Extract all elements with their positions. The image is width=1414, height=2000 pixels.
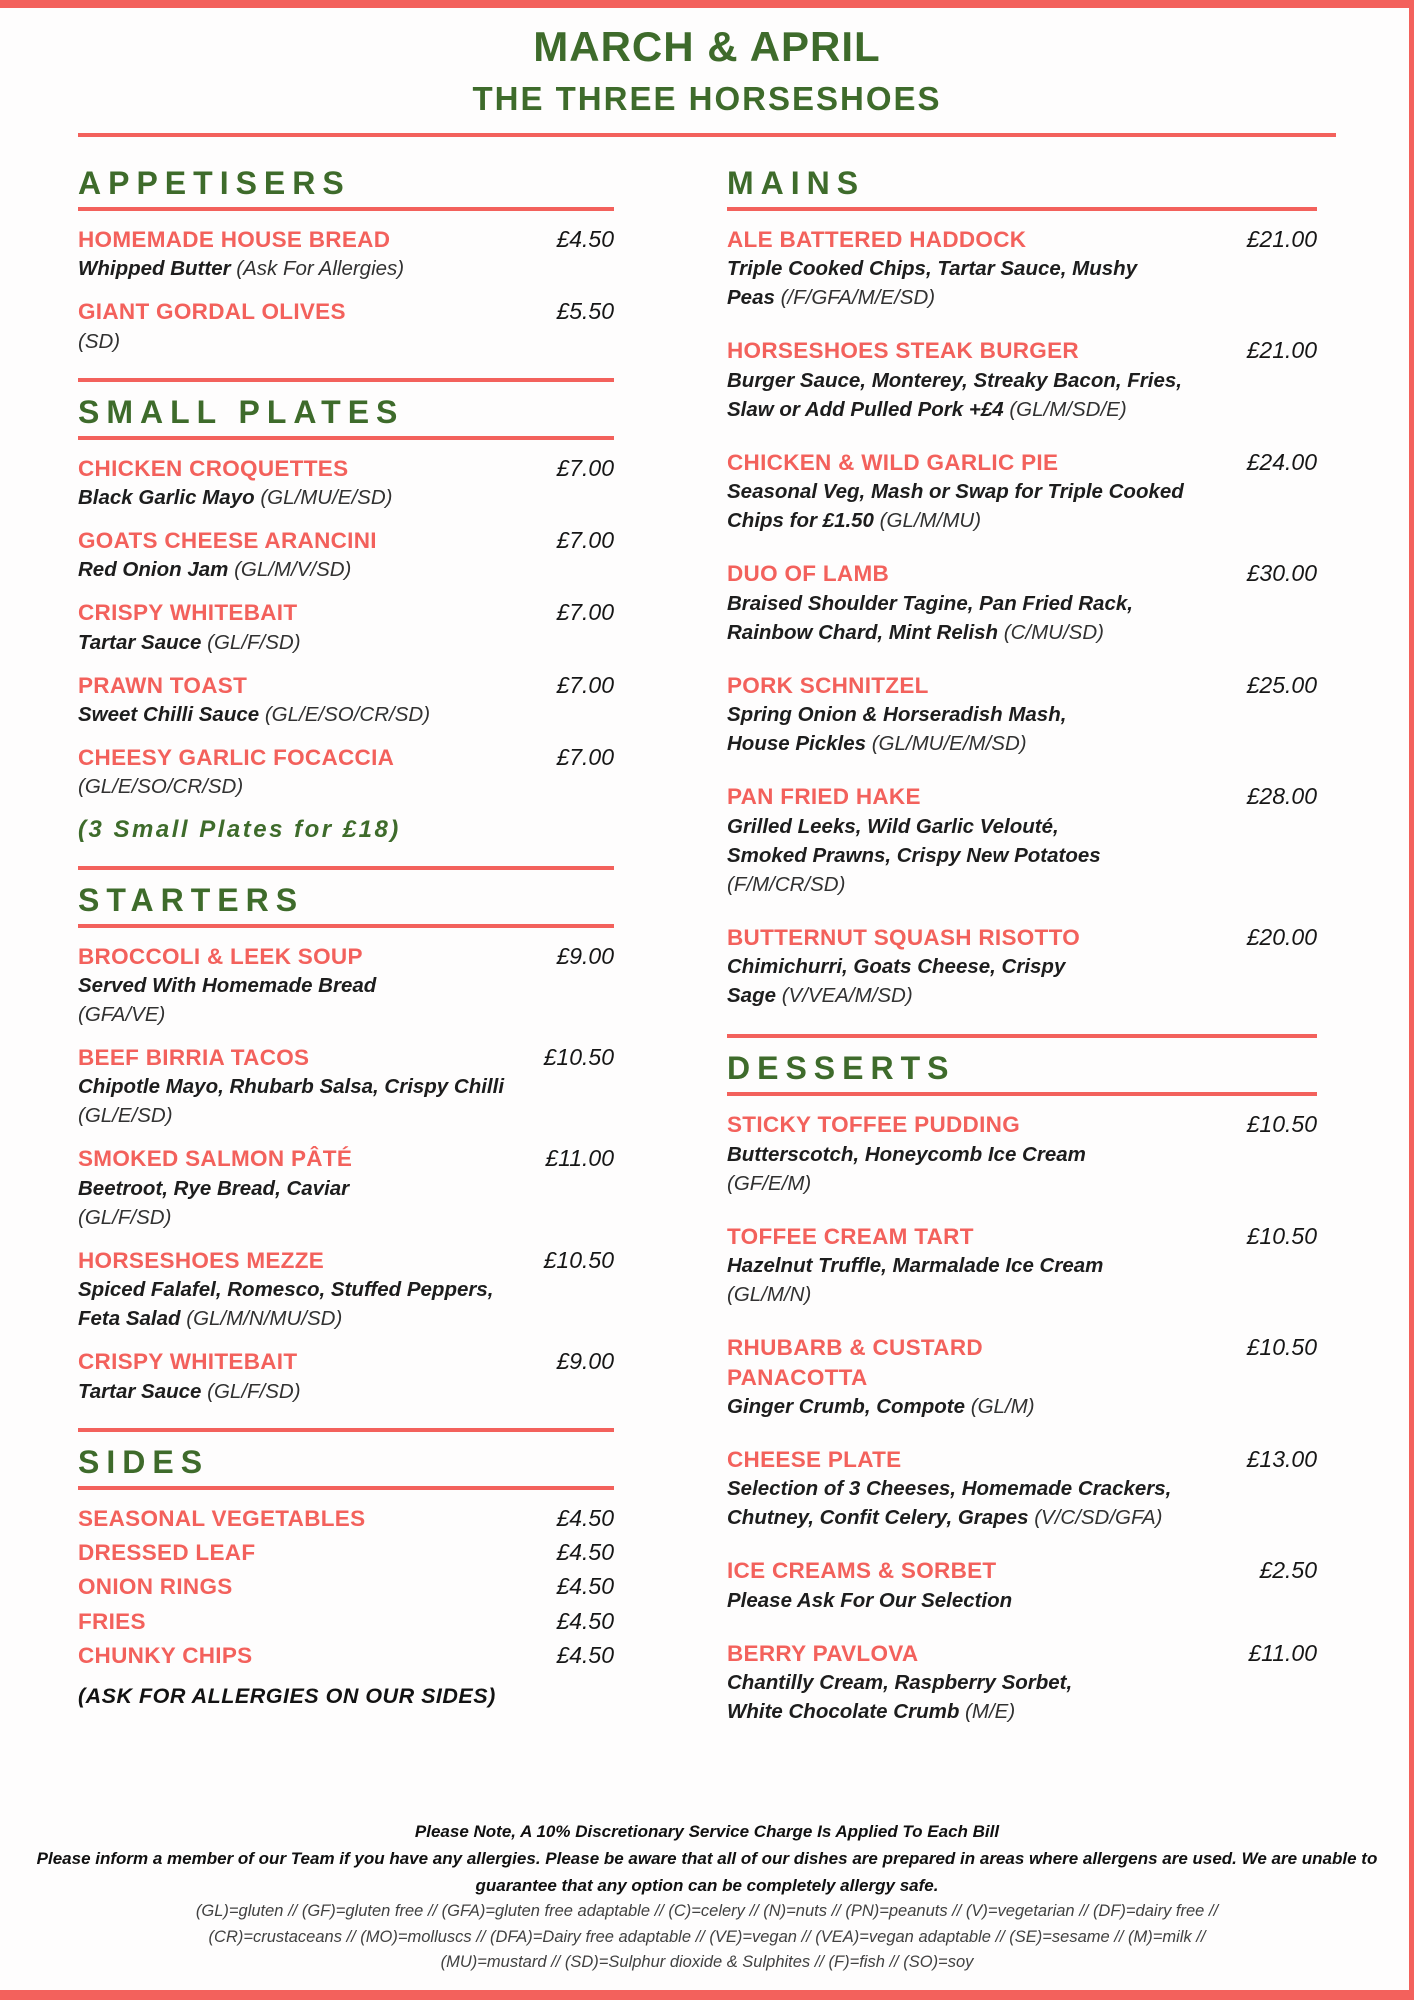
menu-item	[78, 454, 614, 512]
menu-item	[78, 1572, 614, 1601]
item-description-line	[727, 506, 1317, 535]
allergy-disclaimer: Please inform a member of our Team if you have any allergies. Please be aware that all of our dishes are prepared in areas where allergens are used. We are unable to guarantee that any option can be completely allergy safe.	[36, 1848, 1378, 1896]
item-description: Chimichurri, Goats Cheese, Crispy	[727, 955, 1066, 979]
item-description-line	[727, 1251, 1317, 1280]
item-price: £28.00	[1246, 783, 1317, 810]
bottom-accent-bar	[0, 1990, 1414, 2000]
menu-item-header	[78, 1246, 614, 1275]
item-description-line	[727, 981, 1317, 1010]
item-description: Sweet Chilli Sauce	[78, 703, 260, 727]
item-price: £5.50	[556, 298, 614, 325]
menu-item	[78, 942, 614, 1029]
section-divider	[78, 924, 614, 928]
allergen-codes: (V/VEA/M/SD)	[781, 984, 913, 1008]
right-accent-stripe	[1409, 0, 1414, 2000]
allergen-codes: (SD)	[78, 329, 121, 353]
menu-footer	[0, 1818, 1414, 1976]
menu-item	[78, 1144, 614, 1231]
menu-item-header	[727, 1222, 1317, 1251]
item-name: GIANT GORDAL OLIVES	[78, 299, 346, 325]
item-name: DUO OF LAMB	[727, 561, 890, 587]
item-description: Triple Cooked Chips, Tartar Sauce, Mushy	[727, 257, 1138, 281]
item-description-line	[78, 327, 614, 356]
item-price: £10.50	[1246, 1111, 1317, 1138]
item-name: ALE BATTERED HADDOCK	[727, 227, 1027, 252]
allergen-codes: (GL/E/SD)	[78, 1104, 173, 1128]
section-divider	[727, 1092, 1317, 1096]
menu-item	[727, 1333, 1317, 1421]
item-name: BEEF BIRRIA TACOS	[78, 1044, 310, 1070]
menu-item-header	[727, 1445, 1317, 1474]
item-name: ONION RINGS	[78, 1574, 233, 1600]
item-description-line	[78, 254, 614, 283]
section-divider	[78, 1486, 614, 1490]
allergen-codes: (GFA/VE)	[78, 1002, 166, 1026]
section-heading: MAINS	[727, 165, 866, 201]
item-price: £4.50	[556, 1573, 614, 1600]
menu-item-header	[727, 1556, 1317, 1585]
menu-section-small-plates	[78, 378, 614, 844]
item-description-line	[78, 1174, 614, 1203]
section-heading: DESSERTS	[727, 1050, 956, 1087]
item-description-line	[78, 1101, 614, 1130]
item-description: Spiced Falafel, Romesco, Stuffed Peppers,	[78, 1278, 494, 1302]
menu-item-header	[78, 454, 614, 483]
item-name: PORK SCHNITZEL	[727, 672, 929, 698]
item-name: SEASONAL VEGETABLES	[78, 1505, 366, 1531]
menu-item	[727, 923, 1317, 1010]
menu-item-header	[78, 1347, 614, 1376]
menu-item	[78, 225, 614, 283]
item-name: HOMEMADE HOUSE BREAD	[78, 227, 391, 252]
item-price: £4.50	[556, 1504, 614, 1531]
menu-item	[727, 1222, 1317, 1309]
allergen-codes: (GL/MU/E/SD)	[260, 485, 393, 509]
item-name: ICE CREAMS & SORBET	[727, 1558, 997, 1584]
menu-item	[727, 1445, 1317, 1532]
item-price: £4.50	[556, 1539, 614, 1565]
item-description: Chipotle Mayo, Rhubarb Salsa, Crispy Chilli	[78, 1075, 505, 1099]
section-divider	[727, 207, 1317, 211]
allergen-codes: (GL/M)	[970, 1394, 1035, 1418]
item-name: DRESSED LEAF	[78, 1540, 256, 1565]
menu-item-header	[78, 1144, 614, 1173]
item-description-line	[727, 1697, 1317, 1726]
item-price: £21.00	[1246, 337, 1317, 364]
item-description: Served With Homemade Bread	[78, 973, 377, 997]
item-description-line	[727, 870, 1317, 899]
item-price: £4.50	[556, 1607, 614, 1634]
item-price: £2.50	[1259, 1557, 1317, 1584]
menu-item	[727, 225, 1317, 312]
menu-item	[78, 1538, 614, 1567]
item-price: £7.00	[556, 599, 614, 626]
allergen-codes: (GL/M/N)	[727, 1283, 812, 1307]
item-name: BROCCOLI & LEEK SOUP	[78, 943, 363, 969]
allergen-codes: (GL/M/V/SD)	[234, 558, 352, 582]
item-price: £10.50	[543, 1043, 614, 1070]
section-note: (ASK FOR ALLERGIES ON OUR SIDES)	[78, 1684, 496, 1708]
item-name: RHUBARB & CUSTARD PANACOTTA	[727, 1335, 983, 1390]
item-description: Beetroot, Rye Bread, Caviar	[78, 1176, 350, 1200]
menu-item-header	[727, 336, 1317, 365]
item-description: Sage	[727, 984, 776, 1008]
menu-item-header	[78, 297, 614, 326]
section-heading: SIDES	[78, 1443, 210, 1480]
item-price: £10.50	[543, 1246, 614, 1273]
item-name: TOFFEE CREAM TART	[727, 1223, 974, 1249]
item-description: Black Garlic Mayo	[78, 485, 255, 509]
menu-item	[78, 1043, 614, 1130]
menu-item	[78, 1607, 614, 1636]
allergen-codes: (/F/GFA/M/E/SD)	[780, 286, 936, 310]
item-description: Ginger Crumb, Compote	[727, 1394, 966, 1418]
menu-item	[78, 598, 614, 656]
menu-item	[727, 336, 1317, 423]
allergen-codes: (GL/MU/E/M/SD)	[871, 732, 1027, 756]
menu-item-header	[727, 1333, 1317, 1392]
item-description-line	[727, 589, 1317, 618]
menu-item-header	[78, 1572, 614, 1601]
item-price: £13.00	[1246, 1445, 1317, 1472]
allergen-codes: (F/M/CR/SD)	[727, 872, 846, 896]
menu-item	[78, 526, 614, 584]
item-description-line	[727, 254, 1317, 283]
item-description-line	[727, 1140, 1317, 1169]
menu-section-starters	[78, 866, 614, 1406]
menu-body	[0, 137, 1414, 1750]
menu-item	[78, 1504, 614, 1533]
item-description: Seasonal Veg, Mash or Swap for Triple Cooked	[727, 480, 1184, 504]
item-description: Chutney, Confit Celery, Grapes	[727, 1506, 1029, 1530]
item-description: Hazelnut Truffle, Marmalade Ice Cream	[727, 1254, 1104, 1278]
item-description-line	[727, 812, 1317, 841]
item-description: White Chocolate Crumb	[727, 1700, 960, 1724]
item-description-line	[727, 729, 1317, 758]
item-description-line	[78, 1203, 614, 1232]
item-price: £10.50	[1246, 1334, 1317, 1361]
item-description-line	[78, 1000, 614, 1029]
menu-item	[78, 1246, 614, 1333]
menu-item-header	[78, 1641, 614, 1670]
top-accent-bar	[0, 0, 1414, 8]
allergen-codes: (M/E)	[965, 1700, 1016, 1724]
section-divider	[78, 436, 614, 440]
item-description-line	[727, 366, 1317, 395]
item-description-line	[78, 628, 614, 657]
menu-item-header	[78, 1504, 614, 1533]
item-price: £4.50	[556, 1641, 614, 1668]
menu-item	[78, 671, 614, 729]
menu-item-header	[78, 1538, 614, 1567]
item-description: Spring Onion & Horseradish Mash,	[727, 703, 1067, 727]
allergen-codes: (GL/F/SD)	[207, 1379, 301, 1403]
item-description-line	[727, 395, 1317, 424]
item-description: Tartar Sauce	[78, 630, 202, 654]
menu-item-header	[78, 1607, 614, 1636]
menu-item	[78, 1347, 614, 1405]
item-description-line	[727, 952, 1317, 981]
section-heading: APPETISERS	[78, 165, 351, 201]
item-description-line	[727, 841, 1317, 870]
menu-item-header	[727, 1110, 1317, 1139]
item-name: STICKY TOFFEE PUDDING	[727, 1112, 1020, 1138]
item-name: CRISPY WHITEBAIT	[78, 1349, 298, 1375]
section-divider	[78, 207, 614, 211]
item-description: Butterscotch, Honeycomb Ice Cream	[727, 1142, 1086, 1166]
item-name: HORSESHOES STEAK BURGER	[727, 338, 1079, 364]
item-description-line	[727, 1474, 1317, 1503]
item-name: GOATS CHEESE ARANCINI	[78, 528, 377, 554]
item-description-line	[78, 483, 614, 512]
item-description: Slaw or Add Pulled Pork +£4	[727, 397, 1004, 421]
section-divider	[78, 378, 614, 382]
menu-item	[78, 1641, 614, 1670]
item-name: FRIES	[78, 1608, 146, 1634]
item-description-line	[78, 1072, 614, 1101]
item-name: PAN FRIED HAKE	[727, 784, 921, 810]
menu-item	[727, 448, 1317, 535]
item-description: Chips for £1.50	[727, 509, 874, 533]
item-description: Selection of 3 Cheeses, Homemade Crackers,	[727, 1477, 1172, 1501]
allergen-codes: (Ask For Allergies)	[236, 257, 405, 281]
allergen-codes: (GL/M/N/MU/SD)	[186, 1307, 343, 1331]
item-description: Please Ask For Our Selection	[727, 1588, 1013, 1612]
item-name: BUTTERNUT SQUASH RISOTTO	[727, 924, 1081, 950]
item-name: CHICKEN & WILD GARLIC PIE	[727, 449, 1059, 475]
item-description: Peas	[727, 286, 775, 310]
item-description-line	[727, 477, 1317, 506]
menu-section-sides	[78, 1428, 614, 1709]
item-description-line	[727, 1668, 1317, 1697]
right-column	[727, 167, 1317, 1750]
item-description-line	[78, 772, 614, 801]
section-divider	[78, 1428, 614, 1432]
allergen-key-line: (MU)=mustard // (SD)=Sulphur dioxide & Sulphites // (F)=fish // (SO)=soy	[440, 1953, 974, 1972]
item-description-line	[727, 1169, 1317, 1198]
item-price: £21.00	[1246, 226, 1317, 252]
menu-item	[78, 743, 614, 801]
item-description-line	[78, 971, 614, 1000]
menu-item	[727, 1110, 1317, 1197]
item-name: CHICKEN CROQUETTES	[78, 455, 349, 481]
item-description: Chantilly Cream, Raspberry Sorbet,	[727, 1671, 1073, 1695]
allergen-codes: (V/C/SD/GFA)	[1034, 1506, 1163, 1530]
left-column	[78, 167, 614, 1750]
item-description: Red Onion Jam	[78, 558, 229, 582]
item-price: £7.00	[556, 671, 614, 698]
item-description-line	[78, 700, 614, 729]
item-name: PRAWN TOAST	[78, 672, 248, 698]
menu-section-appetisers	[78, 167, 614, 356]
menu-item-header	[727, 448, 1317, 477]
menu-item	[727, 1556, 1317, 1614]
item-price: £7.00	[556, 454, 614, 481]
section-heading: STARTERS	[78, 881, 305, 918]
item-description: House Pickles	[727, 732, 867, 756]
item-price: £7.00	[556, 527, 614, 554]
allergen-key-line: (CR)=crustaceans // (MO)=molluscs // (DFA)=Dairy free adaptable // (VE)=vegan // (VEA)=vegan adaptable // (SE)=sesame // (M)=milk //	[208, 1927, 1206, 1946]
item-name: CHEESY GARLIC FOCACCIA	[78, 745, 395, 771]
allergen-codes: (GL/E/SO/CR/SD)	[264, 703, 431, 727]
item-description-line	[727, 618, 1317, 647]
menu-item-header	[78, 526, 614, 555]
item-price: £10.50	[1246, 1222, 1317, 1249]
menu-item	[727, 671, 1317, 758]
menu-item-header	[727, 923, 1317, 952]
allergen-codes: (GL/M/SD/E)	[1009, 397, 1127, 421]
item-description-line	[78, 1304, 614, 1333]
menu-item-header	[727, 782, 1317, 811]
menu-header	[0, 0, 1414, 137]
item-price: £25.00	[1246, 671, 1317, 698]
item-description: Burger Sauce, Monterey, Streaky Bacon, Fries,	[727, 368, 1182, 392]
item-price: £9.00	[556, 942, 614, 969]
item-description-line	[727, 700, 1317, 729]
item-name: CRISPY WHITEBAIT	[78, 600, 298, 626]
menu-item	[727, 1639, 1317, 1726]
allergen-codes: (GL/M/MU)	[879, 509, 982, 533]
section-divider	[78, 866, 614, 870]
menu-item-header	[78, 743, 614, 772]
menu-item	[727, 782, 1317, 899]
item-name: SMOKED SALMON PÂTÉ	[78, 1146, 353, 1172]
menu-item	[727, 559, 1317, 646]
page-subtitle: THE THREE HORSESHOES	[472, 80, 942, 117]
page-title: MARCH & APRIL	[533, 23, 881, 70]
item-name: CHEESE PLATE	[727, 1446, 902, 1472]
item-price: £11.00	[1248, 1639, 1317, 1666]
item-description-line	[78, 1275, 614, 1304]
item-description: Feta Salad	[78, 1307, 181, 1331]
item-description: Grilled Leeks, Wild Garlic Velouté,	[727, 814, 1059, 838]
menu-item-header	[727, 225, 1317, 254]
item-name: HORSESHOES MEZZE	[78, 1247, 325, 1273]
section-divider	[727, 1034, 1317, 1038]
item-description: Whipped Butter	[78, 257, 231, 281]
item-price: £4.50	[556, 226, 614, 252]
item-name: BERRY PAVLOVA	[727, 1640, 919, 1666]
allergen-key-line: (GL)=gluten // (GF)=gluten free // (GFA)=gluten free adaptable // (C)=celery // (N)=nuts // (PN)=peanuts // (V)=vegetarian // (DF)=dairy free //	[195, 1902, 1219, 1921]
item-description-line	[78, 555, 614, 584]
item-description: Rainbow Chard, Mint Relish	[727, 620, 999, 644]
allergen-codes: (GL/F/SD)	[78, 1205, 172, 1229]
item-price: £7.00	[556, 744, 614, 771]
menu-item-header	[727, 559, 1317, 588]
menu-section-desserts	[727, 1034, 1317, 1726]
item-price: £20.00	[1246, 923, 1317, 950]
allergen-codes: (GL/F/SD)	[207, 630, 301, 654]
item-description: Smoked Prawns, Crispy New Potatoes	[727, 843, 1101, 867]
allergen-codes: (GL/E/SO/CR/SD)	[78, 775, 244, 799]
section-note: (3 Small Plates for £18)	[78, 815, 401, 843]
item-price: £24.00	[1246, 448, 1317, 475]
item-description-line	[727, 283, 1317, 312]
item-price: £11.00	[545, 1145, 614, 1172]
item-description: Tartar Sauce	[78, 1379, 202, 1403]
item-price: £30.00	[1246, 560, 1317, 587]
allergen-codes: (GF/E/M)	[727, 1171, 812, 1195]
menu-item-header	[78, 598, 614, 627]
menu-item-header	[78, 1043, 614, 1072]
item-description-line	[727, 1280, 1317, 1309]
menu-item-header	[78, 225, 614, 254]
menu-item	[78, 297, 614, 355]
allergen-codes: (C/MU/SD)	[1003, 620, 1104, 644]
item-price: £9.00	[556, 1348, 614, 1375]
menu-section-mains	[727, 167, 1317, 1010]
item-description-line	[727, 1503, 1317, 1532]
section-heading: SMALL PLATES	[78, 393, 405, 430]
item-description-line	[727, 1392, 1317, 1421]
item-name: CHUNKY CHIPS	[78, 1642, 253, 1668]
service-charge-note: Please Note, A 10% Discretionary Service Charge Is Applied To Each Bill	[414, 1821, 1000, 1841]
item-description-line	[78, 1377, 614, 1406]
menu-item-header	[78, 942, 614, 971]
menu-item-header	[78, 671, 614, 700]
menu-item-header	[727, 671, 1317, 700]
item-description-line	[727, 1586, 1317, 1615]
item-description: Braised Shoulder Tagine, Pan Fried Rack,	[727, 591, 1133, 615]
menu-item-header	[727, 1639, 1317, 1668]
